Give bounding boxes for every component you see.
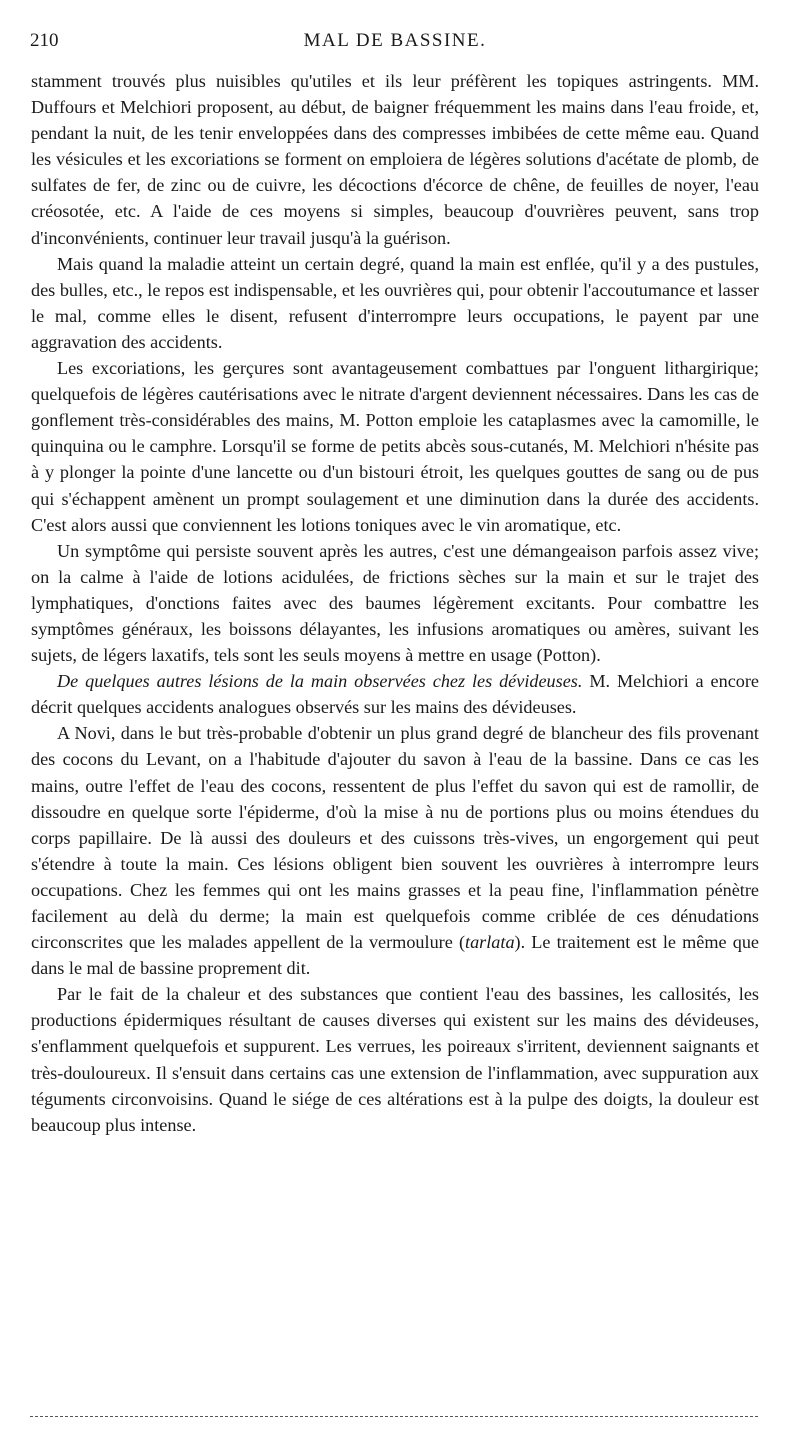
paragraph-section — [31, 668, 759, 720]
paragraph-rest: Mais quand la maladie atteint un certain degré, quand la main est enflée, qu'il y a des pustules, des bulles, etc., le repos est indispensable, et les ouvrières qui, pour obtenir l'accoutumance et lasser le mal, comme elles le disent, refusent d'interrompre leurs occupations, le payent par une aggravation des accidents. — [31, 253, 759, 352]
paragraph-callosities: Par le fait de la chaleur et des substances que contient l'eau des bassines, les callosités, les productions épidermiques résultant de causes diverses qui existent sur les mains des dévideuses, s'enflamment quelquefois et suppurent. Les verrues, les poireaux s'irritent, deviennent saignants et très-douloureux. Il s'ensuit dans certains cas une extension de l'inflammation, avec suppuration aux téguments circonvoisins. Quand le siége de ces altérations est à la pulpe des doigts, la douleur est beaucoup plus intense. — [31, 984, 759, 1135]
italic-term: tarlata — [465, 932, 515, 953]
novi-text-a: A Novi, dans le but très-probable d'obtenir un plus grand degré de blancheur des fils provenant des cocons du Levant, on a l'habitude d'ajouter du savon à l'eau de la bassine. Dans ce cas les mains, outre l'effet de l'eau des cocons, ressentent de plus l'effet du savon qui est de ramollir, de dissoudre en quelque sorte l'épiderme, d'où la mise à nu de portions plus ou moins étendues du corps papillaire. De là aussi des douleurs et des cuissons très-vives, un engorgement qui peut s'étendre à toute la main. Ces lésions obligent bien souvent les ouvrières à interrompre leurs occupations. Chez les femmes qui ont les mains grasses et la peau fine, l'inflammation pénètre facilement au delà du derme; la main est quelquefois comme criblée de ces dénudations circonscrites que les malades appellent de la vermoulure ( — [31, 723, 759, 953]
footer-rule — [30, 1416, 758, 1417]
paragraph-symptom: Un symptôme qui persiste souvent après les autres, c'est une démangeaison parfois assez vive; on la calme à l'aide de lotions acidulées, de frictions sèches sur la main et sur le trajet des lymphatiques, d'onctions faites avec des baumes légèrement excitants. Pour combattre les symptômes généraux, les boissons délayantes, les infusions aromatiques ou amères, suivant les sujets, de légers laxatifs, tels sont les seuls moyens à mettre en usage (Potton). — [31, 540, 759, 666]
paragraph-treatment: Les excoriations, les gerçures sont avantageusement combattues par l'onguent lithargirique; quelquefois de légères cautérisations avec le nitrate d'argent deviennent nécessaires. Dans les cas de gonflement très-considérables des mains, M. Potton emploie les cataplasmes avec la camomille, le quinquina ou le camphre. Lorsqu'il se forme de petits abcès sous-cutanés, M. Melchiori n'hésite pas à y plonger la pointe d'une lancette ou d'un bistouri étroit, les quelques gouttes de sang ou de pus qui s'échappent amènent un prompt soulagement et une diminution dans la durée des accidents. C'est alors aussi que conviennent les lotions toniques avec le vin aromatique, etc. — [31, 358, 759, 535]
novi-text-b: ). Le traitement est le même que dans le mal de bassine proprement dit. — [31, 932, 759, 979]
paragraph-continued: stamment trouvés plus nuisibles qu'utiles et ils leur préfèrent les topiques astringents. MM. Duffours et Melchiori proposent, au début, de baigner fréquemment les mains dans l'eau froide, et, pendant la nuit, de les tenir enveloppées dans des compresses imbibées de cette même eau. Quand les vésicules et les excoriations se forment on emploiera de légères solutions d'acétate de plomb, de sulfates de fer, de zinc ou de cuivre, les décoctions d'écorce de chêne, de feuilles de noyer, l'eau créosotée, etc. A l'aide de ces moyens si simples, beaucoup d'ouvrières peuvent, sans trop d'inconvénients, continuer leur travail jusqu'à la guérison. — [31, 71, 759, 248]
paragraph-novi — [31, 720, 759, 981]
section-heading: De quelques autres lésions de la main observées chez les dévideuses. — [57, 671, 583, 692]
running-title: MAL DE BASSINE. — [303, 30, 487, 51]
page-body — [31, 68, 759, 1138]
page-number: 210 — [30, 30, 59, 51]
section-intro: M. Melchiori a encore décrit quelques accidents analogues observés sur les mains des dévideuses. — [31, 671, 759, 718]
page-header — [30, 30, 760, 60]
